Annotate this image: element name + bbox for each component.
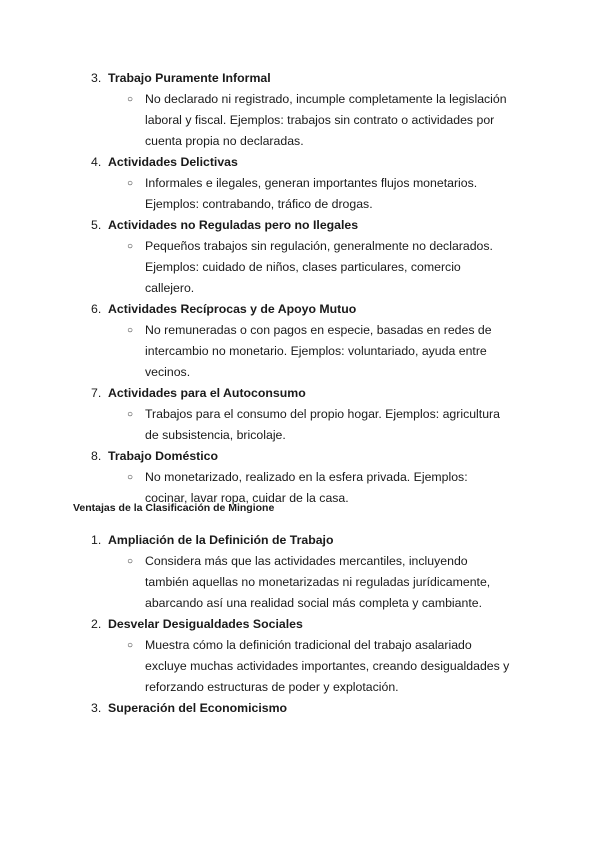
list-item-head [0,698,600,719]
circle-bullet-icon: ○ [127,325,134,336]
section-heading: Ventajas de la Clasificación de Mingione [73,502,275,514]
list-item [0,299,600,383]
sub-bullet-text: Trabajos para el consumo del propio hogar. Ejemplos: agricultura de subsistencia, bricolaje. [145,407,500,442]
list-number: 2. [91,617,102,631]
list-item [0,530,600,614]
sub-bullet-text: Informales e ilegales, generan importantes flujos monetarios. Ejemplos: contrabando, tráfico de drogas. [145,176,478,211]
circle-bullet-icon: ○ [127,640,134,651]
list-item [0,614,600,698]
sub-bullet [0,404,600,446]
list-item-title: Actividades para el Autoconsumo [108,386,306,400]
sub-bullet [0,551,600,614]
list-item-title: Actividades Recíprocas y de Apoyo Mutuo [108,302,357,316]
list-item-head [0,68,600,89]
sub-bullet [0,635,600,698]
list-item-title: Superación del Economicismo [108,701,288,715]
sub-bullet-text: No monetarizado, realizado en la esfera privada. Ejemplos: cocinar, lavar ropa, cuidar de la casa. [145,470,468,505]
list-number: 5. [91,218,102,232]
advantages-list [0,530,600,719]
list-number: 8. [91,449,102,463]
list-item [0,383,600,446]
circle-bullet-icon: ○ [127,472,134,483]
list-item-head [0,446,600,467]
list-item-title: Actividades Delictivas [108,155,238,169]
list-item-head [0,383,600,404]
list-item-title: Trabajo Puramente Informal [108,71,271,85]
circle-bullet-icon: ○ [127,409,134,420]
sub-bullet-text: Pequeños trabajos sin regulación, generalmente no declarados. Ejemplos: cuidado de niños, clases particulares, comercio callejero. [145,239,493,295]
types-list [0,68,600,509]
circle-bullet-icon: ○ [127,556,134,567]
circle-bullet-icon: ○ [127,241,134,252]
sub-bullet [0,173,600,215]
circle-bullet-icon: ○ [127,94,134,105]
circle-bullet-icon: ○ [127,178,134,189]
list-item-head [0,215,600,236]
list-item-title: Desvelar Desigualdades Sociales [108,617,303,631]
list-number: 6. [91,302,102,316]
list-item-head [0,152,600,173]
list-item [0,698,600,719]
list-number: 3. [91,71,102,85]
sub-bullet-text: Muestra cómo la definición tradicional del trabajo asalariado excluye muchas actividades importantes, creando desigualdades y reforzando estructuras de poder y explotación. [145,638,510,694]
list-item-head [0,530,600,551]
sub-bullet [0,236,600,299]
sub-bullet [0,89,600,152]
list-number: 7. [91,386,102,400]
list-item [0,68,600,152]
list-number: 1. [91,533,102,547]
list-item [0,152,600,215]
sub-bullet-text: Considera más que las actividades mercantiles, incluyendo también aquellas no monetarizadas ni reguladas jurídicamente, abarcando así una realidad social más completa y cambiante. [145,554,491,610]
sub-bullet-text: No remuneradas o con pagos en especie, basadas en redes de intercambio no monetario. Ejemplos: voluntariado, ayuda entre vecinos. [145,323,492,379]
list-item-head [0,299,600,320]
sub-bullet-text: No declarado ni registrado, incumple completamente la legislación laboral y fiscal. Ejemplos: trabajos sin contrato o actividades por cuenta propia no declaradas. [145,92,507,148]
list-item-title: Trabajo Doméstico [108,449,219,463]
sub-bullet [0,320,600,383]
list-item-head [0,614,600,635]
list-item-title: Actividades no Reguladas pero no Ilegales [108,218,359,232]
list-number: 3. [91,701,102,715]
list-item-title: Ampliación de la Definición de Trabajo [108,533,334,547]
list-number: 4. [91,155,102,169]
list-item [0,215,600,299]
